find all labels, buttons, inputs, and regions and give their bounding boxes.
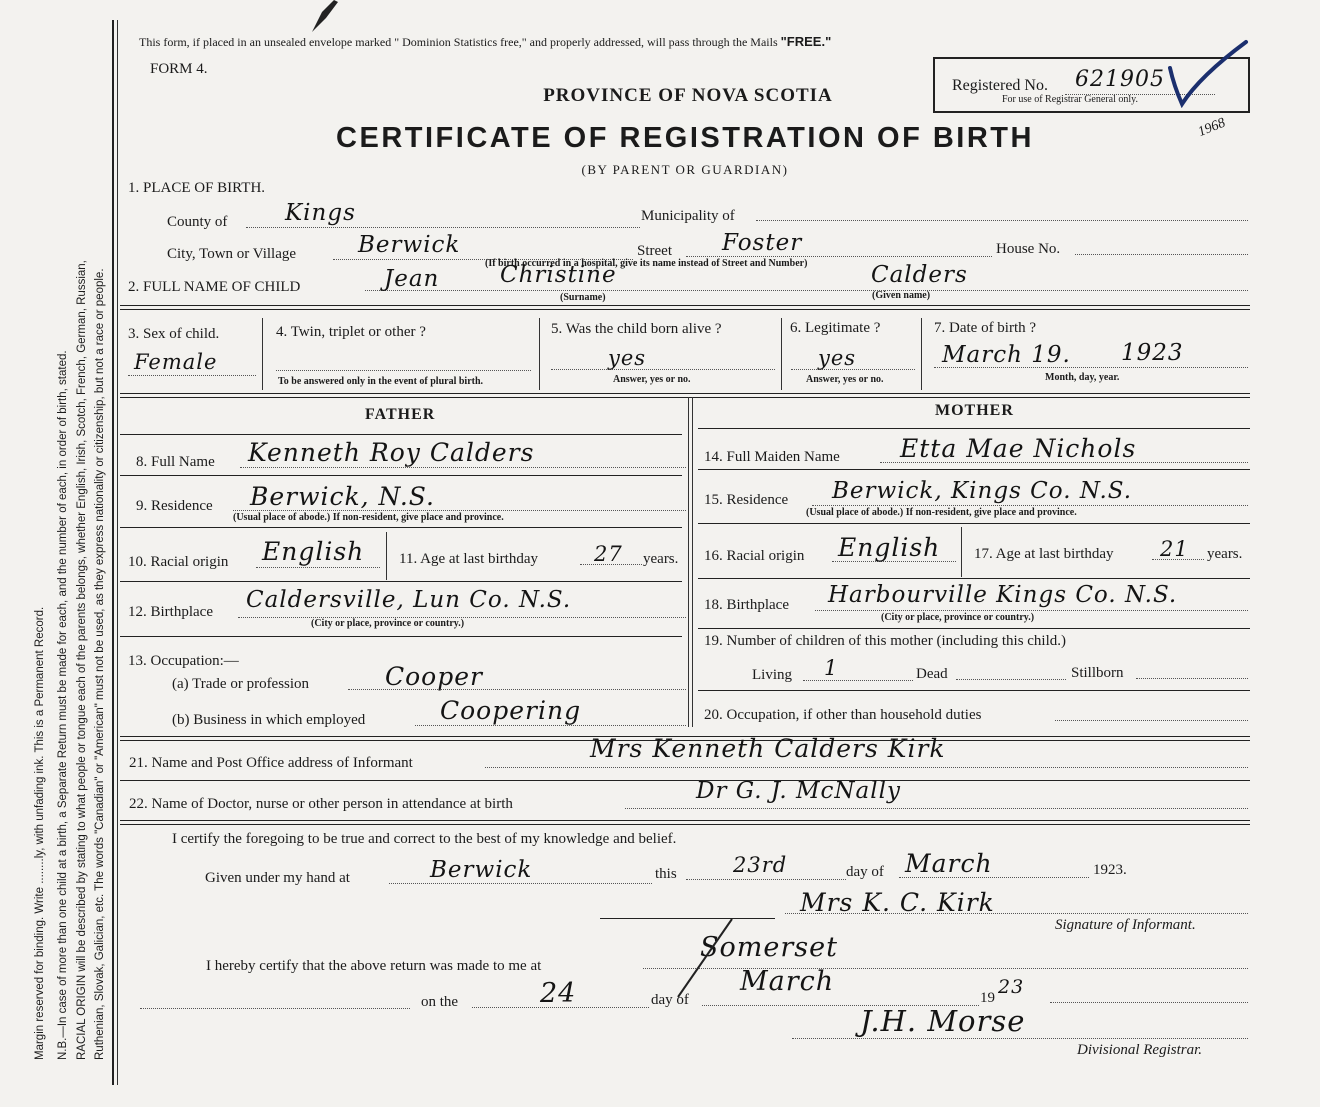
twin-label: 4. Twin, triplet or other ? bbox=[276, 324, 426, 340]
mother-age-unit: years. bbox=[1207, 546, 1243, 562]
margin-note-racial-origin: RACIAL ORIGIN will be described by stating to what people or tongue each of the parents belongs, whether English, Irish, Scotch, French, German, Russian, bbox=[76, 260, 88, 1060]
house-number-line bbox=[1075, 254, 1248, 255]
child-name-line bbox=[365, 290, 1248, 291]
father-age-value: 27 bbox=[594, 542, 623, 566]
father-trade-value: Cooper bbox=[385, 662, 483, 691]
margin-note-multiple-births: N.B.—In case of more than one child at a birth, a Separate Return must be made for each, and the number of each, in order of birth, stated. bbox=[57, 350, 69, 1060]
row3-divider-2 bbox=[539, 318, 540, 390]
street-label: Street bbox=[637, 243, 672, 259]
registrar-use-note: For use of Registrar General only. bbox=[1002, 94, 1138, 105]
registrar-signature: J.H. Morse bbox=[860, 1004, 1026, 1038]
dob-value: March 19. bbox=[942, 342, 1071, 368]
day-value: 23rd bbox=[733, 853, 788, 877]
registrar-year-suffix: 23 bbox=[998, 976, 1025, 998]
day-of-label: day of bbox=[846, 864, 884, 880]
child-surname: Calders bbox=[871, 262, 968, 288]
stillborn-line bbox=[1136, 678, 1248, 679]
dob-note: Month, day, year. bbox=[1045, 372, 1120, 383]
child-given-name-1: Jean bbox=[384, 266, 440, 292]
sex-line bbox=[128, 375, 256, 376]
informant-signature-line bbox=[785, 913, 1248, 914]
municipality-line bbox=[756, 220, 1248, 221]
registrar-day-value: 24 bbox=[540, 978, 577, 1009]
corner-pen-mark: 1968 bbox=[1196, 115, 1228, 140]
informant-signature: Mrs K. C. Kirk bbox=[800, 888, 995, 917]
father-business-label: (b) Business in which employed bbox=[172, 712, 366, 728]
page-subtitle: (BY PARENT OR GUARDIAN) bbox=[581, 162, 789, 177]
mother-rule-1 bbox=[698, 428, 1250, 429]
alive-line bbox=[551, 369, 775, 370]
registrar-statement: I hereby certify that the above return was made to me at bbox=[206, 958, 542, 974]
mother-birthplace-value: Harbourville Kings Co. N.S. bbox=[828, 582, 1178, 608]
county-line bbox=[246, 227, 640, 228]
certify-statement: I certify the foregoing to be true and correct to the best of my knowledge and belief. bbox=[172, 831, 677, 847]
mother-age-label: 17. Age at last birthday bbox=[974, 546, 1114, 562]
living-line bbox=[803, 680, 913, 681]
mother-age-value: 21 bbox=[1160, 537, 1189, 561]
province-heading: PROVINCE OF NOVA SCOTIA bbox=[543, 85, 833, 106]
alive-label: 5. Was the child born alive ? bbox=[551, 321, 722, 337]
mother-occupation-label: 20. Occupation, if other than household duties bbox=[704, 707, 982, 723]
sex-label: 3. Sex of child. bbox=[128, 326, 220, 342]
father-birthplace-note: (City or place, province or country.) bbox=[311, 618, 465, 629]
doctor-label: 22. Name of Doctor, nurse or other person in attendance at birth bbox=[129, 796, 513, 812]
day-line bbox=[686, 879, 846, 880]
father-name-line bbox=[240, 467, 686, 468]
mother-rule-3 bbox=[698, 523, 1250, 524]
year-value: 1923. bbox=[1093, 862, 1127, 878]
divider-certify bbox=[120, 820, 1250, 825]
mother-occupation-line bbox=[1055, 720, 1248, 721]
place-heading: 1. PLACE OF BIRTH. bbox=[128, 180, 266, 196]
binding-margin-line-2 bbox=[117, 20, 118, 1085]
father-rule-5 bbox=[120, 636, 682, 637]
mother-rule-4 bbox=[698, 578, 1250, 579]
twin-line bbox=[276, 370, 531, 371]
father-birthplace-value: Caldersville, Lun Co. N.S. bbox=[246, 587, 572, 613]
father-residence-label: 9. Residence bbox=[136, 498, 213, 514]
registered-number: 621905 bbox=[1075, 67, 1165, 92]
pen-mark bbox=[310, 0, 340, 34]
mother-residence-note: (Usual place of abode.) If non-resident, give place and province. bbox=[806, 507, 1077, 518]
registrar-place-value: Somerset bbox=[700, 932, 838, 963]
mother-birthplace-label: 18. Birthplace bbox=[704, 597, 789, 613]
mother-residence-line bbox=[812, 505, 1248, 506]
mother-age-divider bbox=[961, 527, 962, 577]
row3-divider-3 bbox=[781, 318, 782, 390]
father-business-value: Coopering bbox=[440, 696, 582, 725]
alive-value: yes bbox=[608, 346, 647, 370]
given-under-label: Given under my hand at bbox=[205, 870, 350, 886]
divider-after-name bbox=[120, 305, 1250, 310]
mother-racial-label: 16. Racial origin bbox=[704, 548, 805, 564]
dob-label: 7. Date of birth ? bbox=[934, 320, 1037, 336]
mother-birthplace-line bbox=[815, 610, 1248, 611]
given-place-value: Berwick bbox=[430, 857, 533, 883]
father-birthplace-label: 12. Birthplace bbox=[128, 604, 213, 620]
surname-caption: (Surname) bbox=[560, 292, 606, 303]
mother-rule-2 bbox=[698, 469, 1250, 470]
registrar-month-value: March bbox=[740, 966, 835, 997]
father-racial-label: 10. Racial origin bbox=[128, 554, 229, 570]
father-racial-line bbox=[256, 567, 380, 568]
given-name-caption: (Given name) bbox=[872, 290, 931, 301]
doctor-value: Dr G. J. McNally bbox=[696, 778, 901, 804]
registrar-day-of-label: day of bbox=[651, 992, 689, 1008]
mother-birthplace-note: (City or place, province or country.) bbox=[881, 612, 1035, 623]
twin-note: To be answered only in the event of plural birth. bbox=[278, 376, 484, 387]
mail-notice bbox=[139, 34, 831, 50]
father-rule-1 bbox=[120, 434, 682, 435]
father-age-label: 11. Age at last birthday bbox=[399, 551, 538, 567]
informant-label: 21. Name and Post Office address of Informant bbox=[129, 755, 413, 771]
form-number: FORM 4. bbox=[150, 61, 208, 77]
street-value: Foster bbox=[722, 230, 803, 256]
mother-heading: MOTHER bbox=[935, 402, 1014, 419]
mother-racial-value: English bbox=[838, 533, 941, 562]
mail-notice-free: "FREE." bbox=[780, 34, 832, 49]
municipality-label: Municipality of bbox=[641, 208, 735, 224]
city-label: City, Town or Village bbox=[167, 246, 297, 262]
mother-name-label: 14. Full Maiden Name bbox=[704, 449, 840, 465]
binding-margin-line bbox=[112, 20, 114, 1085]
child-name-label: 2. FULL NAME OF CHILD bbox=[128, 279, 301, 295]
mother-rule-6 bbox=[698, 690, 1250, 691]
registrar-caption: Divisional Registrar. bbox=[1077, 1042, 1203, 1058]
margin-note-racial-origin-2: Ruthenian, Slovak, Galician, etc. The words "Canadian" or "American" must not be used, as they express nationality or citizenship, but not a race or people. bbox=[94, 268, 106, 1060]
signature-caption: Signature of Informant. bbox=[1055, 917, 1196, 933]
living-label: Living bbox=[752, 667, 792, 683]
doctor-line bbox=[625, 808, 1248, 809]
hospital-note: (If birth occurred in a hospital, give its name instead of Street and Number) bbox=[485, 258, 808, 269]
divider-parents bbox=[120, 393, 1250, 398]
month-value: March bbox=[905, 849, 993, 878]
father-heading: FATHER bbox=[365, 406, 436, 423]
given-place-line bbox=[389, 883, 652, 884]
checkmark-icon bbox=[1160, 38, 1250, 108]
informant-line bbox=[485, 767, 1248, 768]
father-rule-4 bbox=[120, 581, 682, 582]
father-residence-value: Berwick, N.S. bbox=[250, 482, 435, 511]
legitimate-label: 6. Legitimate ? bbox=[790, 320, 881, 336]
city-value: Berwick bbox=[358, 232, 461, 258]
house-number-label: House No. bbox=[996, 241, 1061, 257]
father-rule-2 bbox=[120, 475, 682, 476]
parents-divider-2 bbox=[692, 397, 693, 727]
father-age-divider bbox=[386, 532, 387, 580]
page-title: CERTIFICATE OF REGISTRATION OF BIRTH bbox=[336, 122, 1034, 154]
margin-note-binding: Margin reserved for binding. Write ........ly, with unfading ink. This is a Permanent Record. bbox=[34, 606, 46, 1060]
county-value: Kings bbox=[285, 200, 356, 226]
mother-children-label: 19. Number of children of this mother (including this child.) bbox=[704, 633, 1067, 649]
father-trade-label: (a) Trade or profession bbox=[172, 676, 310, 692]
dead-label: Dead bbox=[916, 666, 948, 682]
dob-year: 1923 bbox=[1121, 340, 1184, 366]
mother-residence-label: 15. Residence bbox=[704, 492, 789, 508]
father-rule-3 bbox=[120, 527, 682, 528]
row3-divider-4 bbox=[921, 318, 922, 390]
father-occupation-label: 13. Occupation:— bbox=[128, 653, 239, 669]
registrar-year-line bbox=[1050, 1002, 1248, 1003]
rule-after-informant bbox=[120, 780, 1250, 781]
this-label: this bbox=[655, 866, 677, 882]
registrar-year-prefix: 19 bbox=[980, 990, 995, 1006]
mail-notice-text: This form, if placed in an unsealed envelope marked " Dominion Statistics free," and properly addressed, will pass through the Mails bbox=[139, 35, 778, 49]
father-name-value: Kenneth Roy Calders bbox=[248, 438, 535, 467]
registered-label: Registered No. bbox=[952, 77, 1048, 94]
legitimate-value: yes bbox=[818, 346, 857, 370]
father-racial-value: English bbox=[262, 537, 365, 566]
parents-divider-1 bbox=[688, 397, 689, 727]
row3-divider-1 bbox=[262, 318, 263, 390]
father-business-line bbox=[415, 725, 686, 726]
registrar-signature-line bbox=[792, 1038, 1248, 1039]
child-given-name-2: Christine bbox=[500, 262, 617, 288]
county-label: County of bbox=[167, 214, 228, 230]
legitimate-note: Answer, yes or no. bbox=[806, 374, 884, 385]
sex-value: Female bbox=[134, 350, 218, 374]
dead-line bbox=[956, 679, 1066, 680]
father-residence-note: (Usual place of abode.) If non-resident, give place and province. bbox=[233, 512, 504, 523]
informant-value: Mrs Kenneth Calders Kirk bbox=[590, 734, 946, 763]
mother-residence-value: Berwick, Kings Co. N.S. bbox=[832, 478, 1133, 504]
father-name-label: 8. Full Name bbox=[136, 454, 215, 470]
registrar-leading-line bbox=[140, 1008, 410, 1009]
street-line bbox=[686, 256, 992, 257]
alive-note: Answer, yes or no. bbox=[613, 374, 691, 385]
mother-name-value: Etta Mae Nichols bbox=[900, 434, 1137, 463]
father-age-unit: years. bbox=[643, 551, 679, 567]
mother-rule-5 bbox=[698, 628, 1250, 629]
stillborn-label: Stillborn bbox=[1071, 665, 1124, 681]
living-value: 1 bbox=[824, 656, 839, 680]
on-the-label: on the bbox=[421, 994, 459, 1010]
